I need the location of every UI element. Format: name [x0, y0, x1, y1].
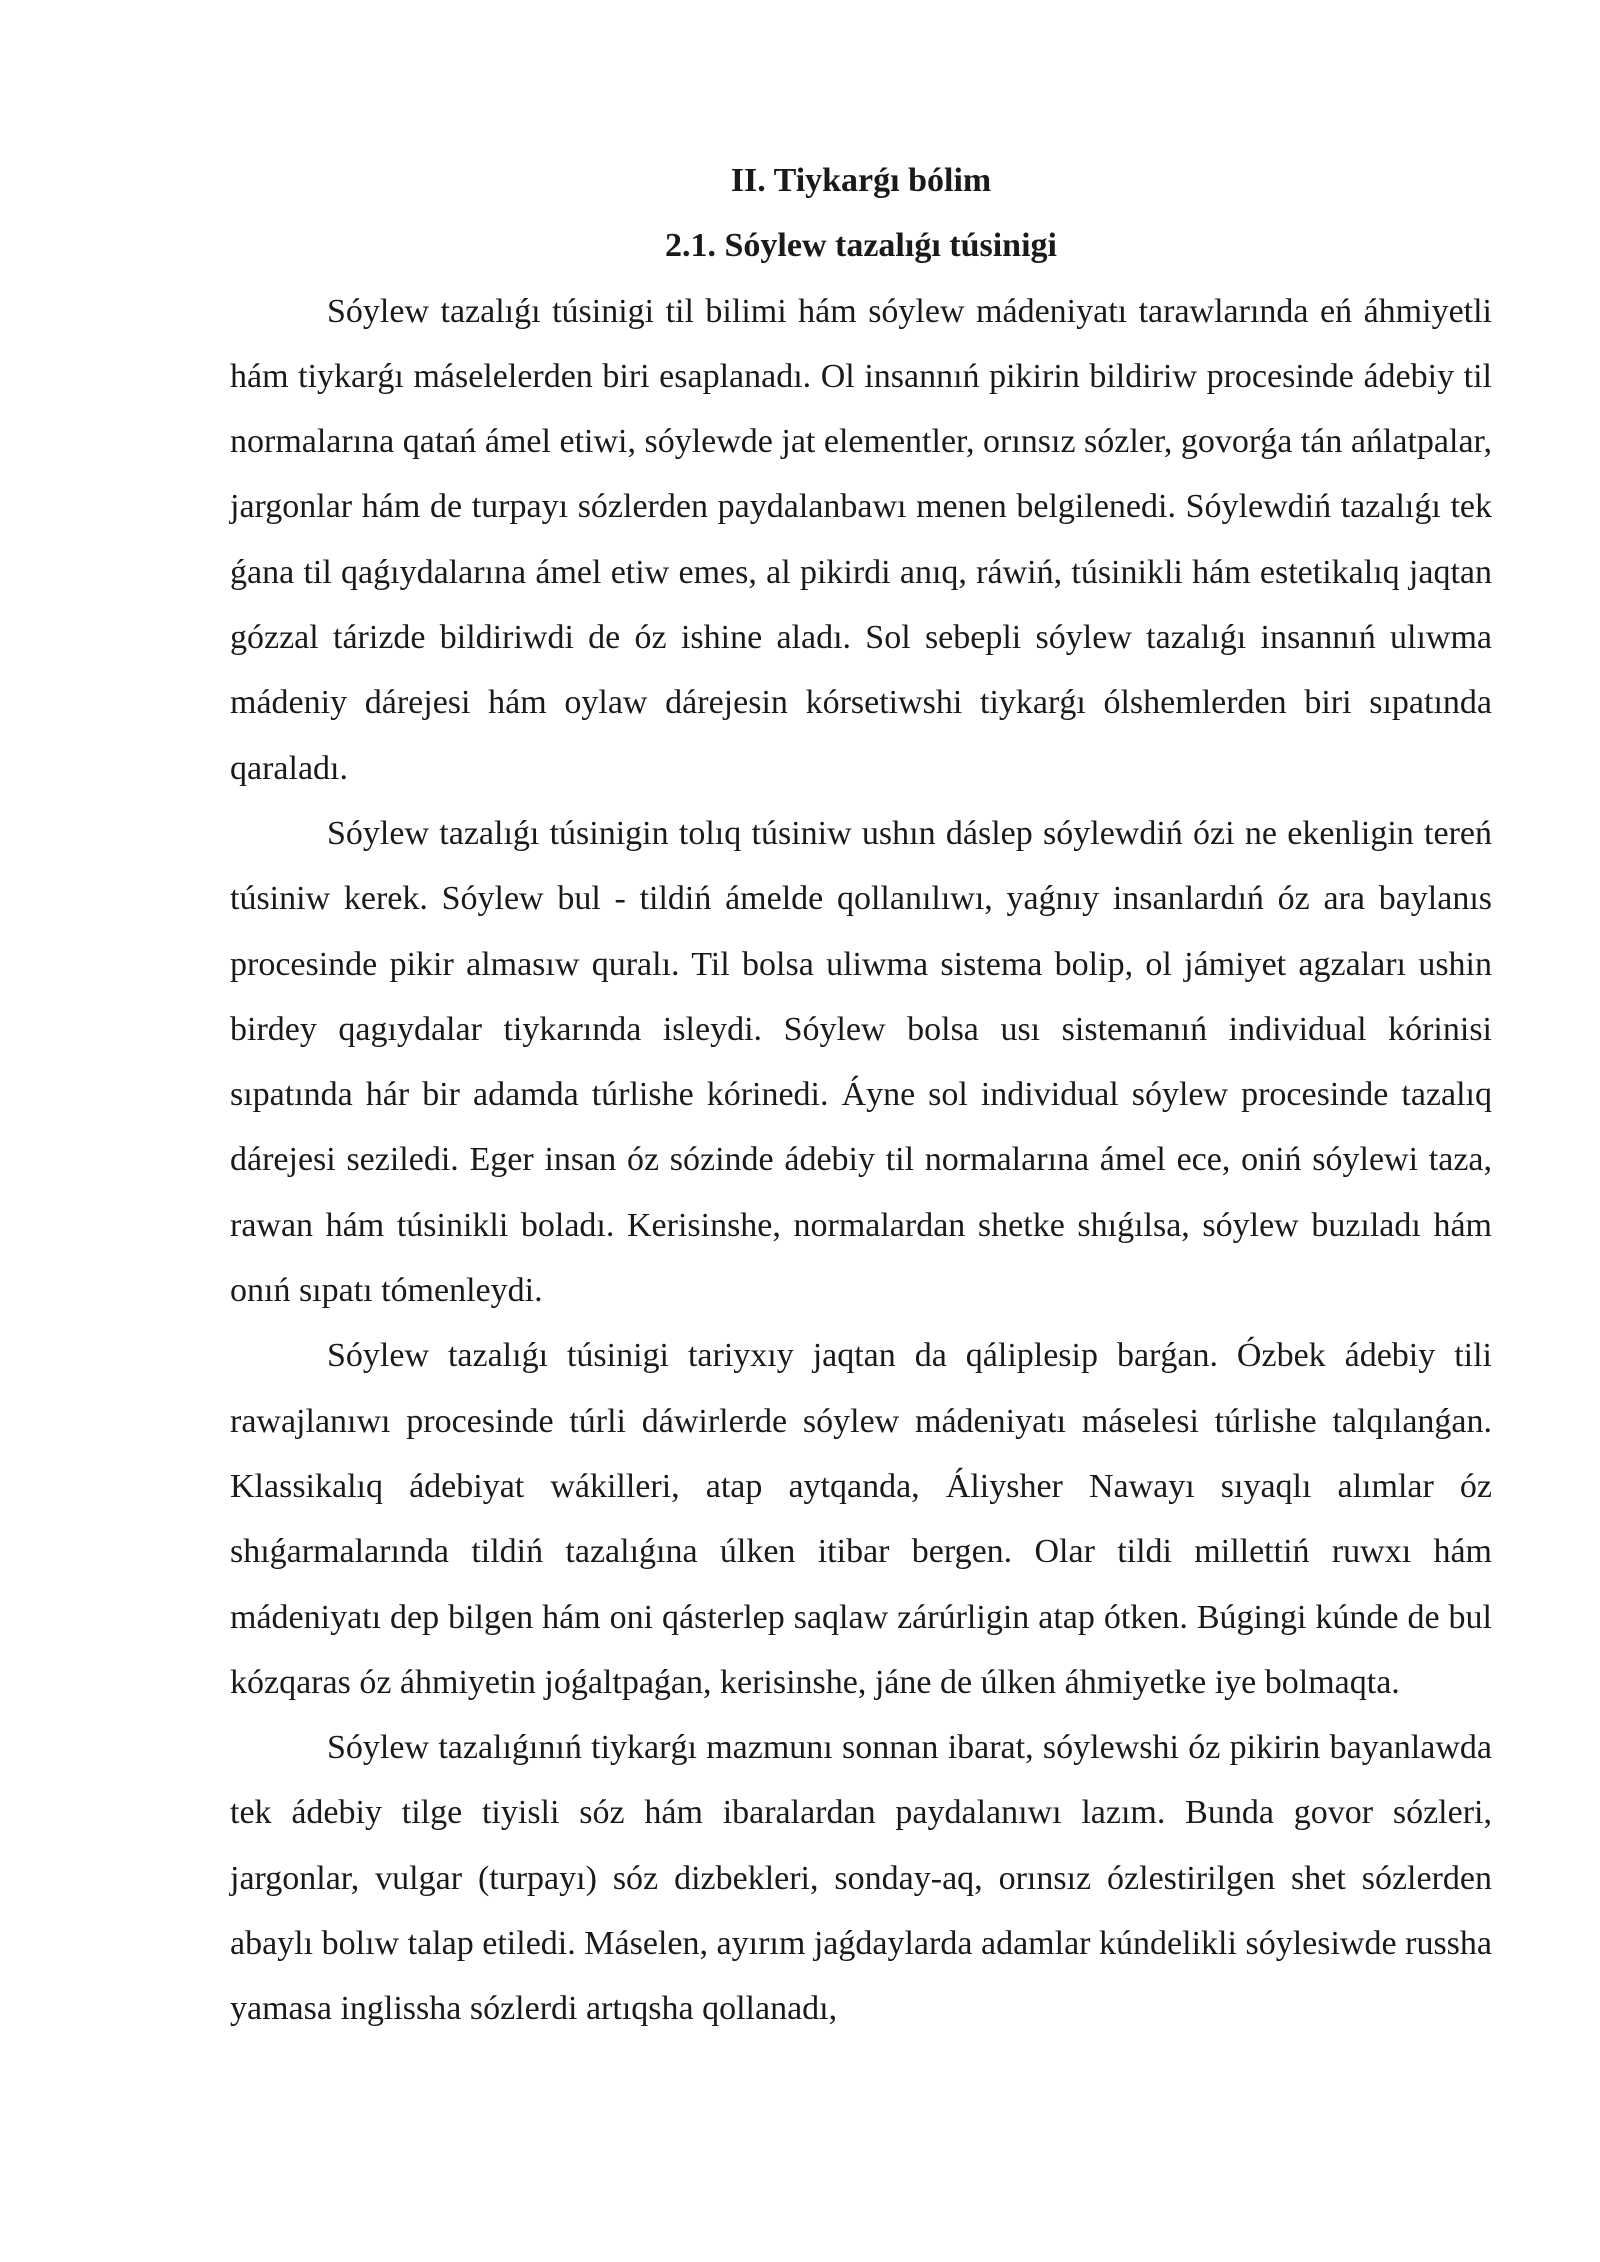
paragraph-2: Sóylew tazalıǵı túsinigin tolıq túsiniw ushın dáslep sóylewdiń ózi ne ekenligin tereń túsiniw kerek. Sóylew bul - tildiń ámelde qollanılıwı, yaǵnıy insanlardıń óz ara baylanıs procesinde pikir almasıw quralı. Til bolsa uliwma sistema bolip, ol jámiyet agzaları ushin birdey qagıydalar tiykarında isleydi. Sóylew bolsa usı sistemanıń individual kórinisi sıpatında hár bir adamda túrlishe kórinedi. Áyne sol individual sóylew procesinde tazalıq dárejesi seziledi. Eger insan óz sózinde ádebiy til normalarına ámel ece, oniń sóylewi taza, rawan hám túsinikli boladı. Kerisinshe, normalardan shetke shıǵılsa, sóylew buzıladı hám onıń sıpatı tómenleydi. [230, 814, 1492, 1310]
subsection-title: 2.1. Sóylew tazalıǵı túsinigi [665, 227, 1057, 265]
section-title: II. Tiykarǵı bólim [730, 162, 992, 199]
document-page [230, 148, 1492, 2042]
paragraph-3: Sóylew tazalıǵı túsinigi tariyxıy jaqtan da qáliplesip barǵan. Ózbek ádebiy tili rawajlanıwı procesinde túrli dáwirlerde sóylew mádeniyatı máselesi túrlishe talqılanǵan. Klassikalıq ádebiyat wákilleri, atap aytqanda, Áliysher Nawayı sıyaqlı alımlar óz shıǵarmalarında tildiń tazalıǵına úlken itibar bergen. Olar tildi millettiń ruwxı hám mádeniyatı dep bilgen hám oni qásterlep saqlaw zárúrligin atap ótken. Búgingi kúnde de bul kózqaras óz áhmiyetin joǵaltpaǵan, kerisinshe, jáne de úlken áhmiyetke iye bolmaqta. [230, 1337, 1492, 1701]
paragraph-1: Sóylew tazalıǵı túsinigi til bilimi hám sóylew mádeniyatı tarawlarında eń áhmiyetli hám tiykarǵı máselelerden biri esaplanadı. Ol insannıń pikirin bildiriw procesinde ádebiy til normalarına qatań ámel etiwi, sóylewde jat elementler, orınsız sózler, govorǵa tán ańlatpalar, jargonlar hám de turpayı sózlerden paydalanbawı menen belgilenedi. Sóylewdiń tazalıǵı tek ǵana til qaǵıydalarına ámel etiw emes, al pikirdi anıq, ráwiń, túsinikli hám estetikalıq jaqtan gózzal tárizde bildiriwdi de óz ishine aladı. Sol sebepli sóylew tazalıǵı insannıń ulıwma mádeniy dárejesi hám oylaw dárejesin kórsetiwshi tiykarǵı ólshemlerden biri sıpatında qaraladı. [230, 292, 1492, 787]
paragraph-4: Sóylew tazalıǵınıń tiykarǵı mazmunı sonnan ibarat, sóylewshi óz pikirin bayanlawda tek ádebiy tilge tiyisli sóz hám ibaralardan paydalanıwı lazım. Bunda govor sózleri, jargonlar, vulgar (turpayı) sóz dizbekleri, sonday-aq, orınsız ózlestirilgen shet sózlerden abaylı bolıw talap etiledi. Máselen, ayırım jaǵdaylarda adamlar kúndelikli sóylesiwde russha yamasa inglisshа sózlerdi artıqsha qollanadı, [230, 1729, 1492, 2028]
